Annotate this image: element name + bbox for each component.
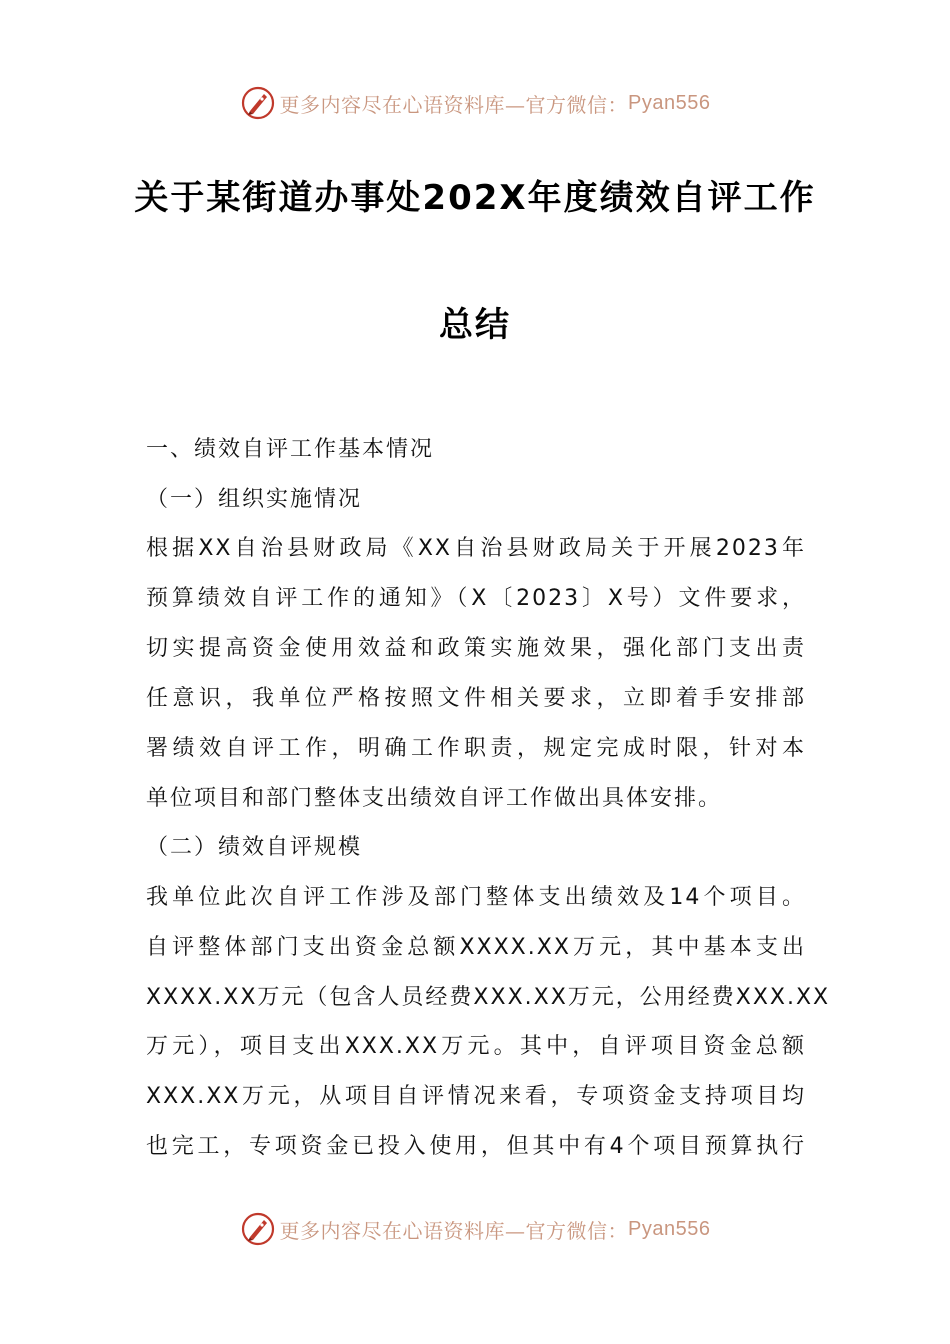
- paragraph-line: 我单位此次自评工作涉及部门整体支出绩效及14个项目。: [146, 885, 806, 910]
- watermark-wechat-id: Pyan556: [628, 1217, 711, 1240]
- watermark-wechat-id: Pyan556: [628, 91, 711, 114]
- watermark-header: [0, 81, 950, 125]
- paragraph-line: 万元），项目支出XXX.XX万元。其中，自评项目资金总额: [146, 1034, 806, 1059]
- paragraph-line: 预算绩效自评工作的通知》（X〔2023〕X号）文件要求，: [146, 586, 806, 611]
- paragraph-line: 任意识，我单位严格按照文件相关要求，立即着手安排部: [146, 686, 806, 711]
- paragraph-line: 自评整体部门支出资金总额XXXX.XX万元，其中基本支出: [146, 935, 806, 960]
- watermark-footer: [0, 1207, 950, 1251]
- watermark-text: 更多内容尽在心语资料库—官方微信：: [279, 92, 629, 117]
- subsection-heading: （一）组织实施情况: [146, 487, 363, 512]
- section-heading: 一、绩效自评工作基本情况: [146, 437, 435, 462]
- paragraph-line: 切实提高资金使用效益和政策实施效果，强化部门支出责: [146, 636, 806, 661]
- subsection-heading: （二）绩效自评规模: [146, 835, 363, 860]
- document-title-line2: 总结: [439, 305, 511, 345]
- paragraph-line: 署绩效自评工作，明确工作职责，规定完成时限，针对本: [146, 736, 806, 761]
- pen-nib-circle-icon: [240, 1211, 276, 1247]
- pen-nib-circle-icon: [240, 85, 276, 121]
- paragraph-line: 根据XX自治县财政局《XX自治县财政局关于开展2023年: [146, 536, 806, 561]
- watermark-text: 更多内容尽在心语资料库—官方微信：: [279, 1218, 629, 1243]
- paragraph-line: 单位项目和部门整体支出绩效自评工作做出具体安排。: [146, 786, 723, 811]
- document-title-line1: 关于某街道办事处202X年度绩效自评工作: [134, 178, 816, 218]
- paragraph-line: XXX.XX万元，从项目自评情况来看，专项资金支持项目均: [146, 1084, 806, 1109]
- paragraph-line: 也完工，专项资金已投入使用，但其中有4个项目预算执行: [146, 1134, 806, 1159]
- paragraph-line: XXXX.XX万元（包含人员经费XXX.XX万元，公用经费XXX.XX: [146, 985, 831, 1010]
